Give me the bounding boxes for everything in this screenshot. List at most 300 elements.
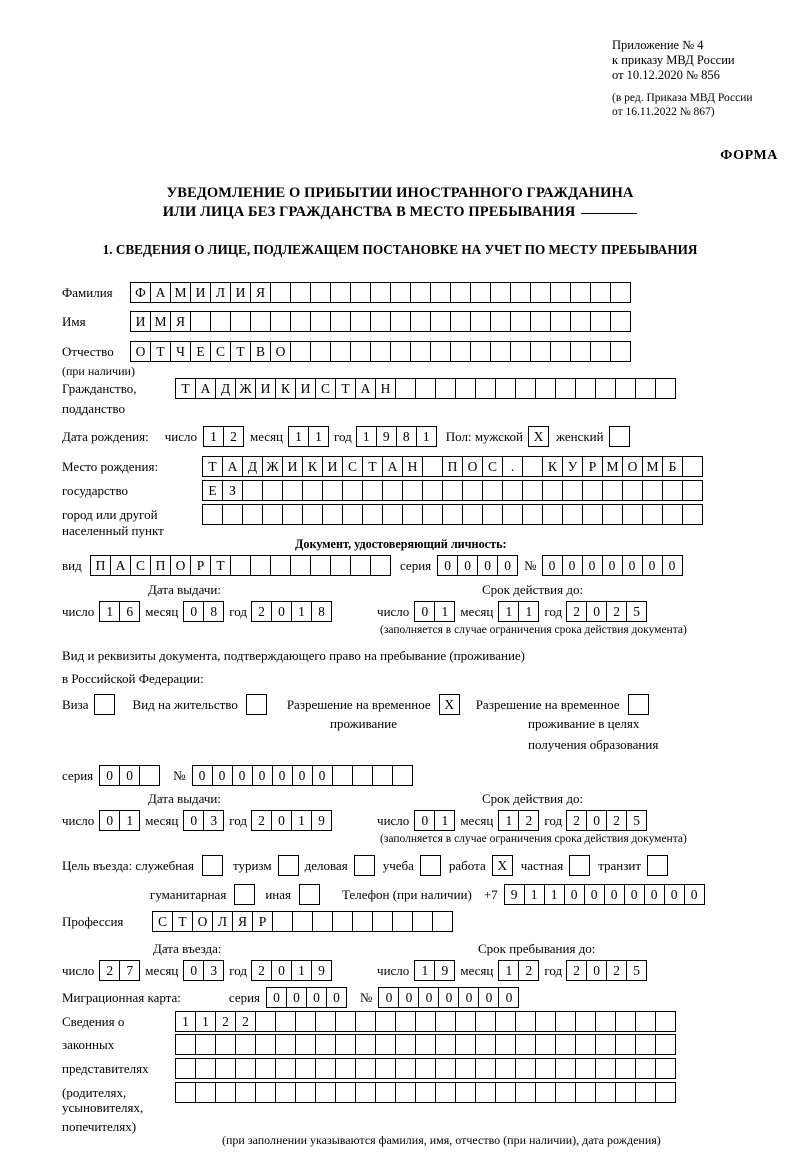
form-cell[interactable]: И: [295, 378, 316, 399]
form-cell[interactable]: 5: [626, 810, 647, 831]
form-cell[interactable]: [455, 1082, 476, 1103]
form-cell[interactable]: [355, 1082, 376, 1103]
form-cell[interactable]: 1: [544, 884, 565, 905]
sex-female-checkbox[interactable]: [609, 426, 630, 447]
form-cell[interactable]: [139, 765, 160, 786]
form-cell[interactable]: [475, 1034, 496, 1055]
form-cell[interactable]: 0: [458, 987, 479, 1008]
form-cell[interactable]: 1: [175, 1011, 196, 1032]
doc-issue-year-input[interactable]: [251, 601, 331, 622]
form-cell[interactable]: [562, 480, 583, 501]
form-cell[interactable]: [470, 311, 491, 332]
form-cell[interactable]: 0: [232, 765, 253, 786]
form-cell[interactable]: [535, 1034, 556, 1055]
form-cell[interactable]: С: [315, 378, 336, 399]
permit-series-input[interactable]: [99, 765, 159, 786]
form-cell[interactable]: [375, 1082, 396, 1103]
form-cell[interactable]: 9: [434, 960, 455, 981]
residence-permit-checkbox[interactable]: [246, 694, 267, 715]
form-cell[interactable]: [595, 1034, 616, 1055]
form-cell[interactable]: 9: [311, 810, 332, 831]
form-cell[interactable]: Ж: [262, 456, 283, 477]
form-cell[interactable]: [330, 311, 351, 332]
form-cell[interactable]: [555, 1058, 576, 1079]
stay-year-input[interactable]: [566, 960, 646, 981]
form-cell[interactable]: 0: [192, 765, 213, 786]
form-cell[interactable]: [210, 311, 231, 332]
form-cell[interactable]: Т: [172, 911, 193, 932]
form-cell[interactable]: 1: [291, 960, 312, 981]
form-cell[interactable]: [535, 378, 556, 399]
form-cell[interactable]: [615, 1082, 636, 1103]
form-cell[interactable]: М: [602, 456, 623, 477]
form-cell[interactable]: [662, 480, 683, 501]
form-cell[interactable]: [655, 378, 676, 399]
form-cell[interactable]: Л: [210, 282, 231, 303]
form-cell[interactable]: [272, 911, 293, 932]
form-cell[interactable]: Ж: [235, 378, 256, 399]
form-cell[interactable]: [555, 1011, 576, 1032]
form-cell[interactable]: [255, 1011, 276, 1032]
form-cell[interactable]: [522, 456, 543, 477]
form-cell[interactable]: М: [170, 282, 191, 303]
doc-number-input[interactable]: [542, 555, 682, 576]
form-cell[interactable]: 0: [292, 765, 313, 786]
form-cell[interactable]: 9: [376, 426, 397, 447]
form-cell[interactable]: Т: [230, 341, 251, 362]
form-cell[interactable]: [372, 765, 393, 786]
form-cell[interactable]: С: [482, 456, 503, 477]
form-cell[interactable]: [615, 378, 636, 399]
form-cell[interactable]: [422, 504, 443, 525]
form-cell[interactable]: А: [110, 555, 131, 576]
form-cell[interactable]: Е: [190, 341, 211, 362]
form-cell[interactable]: .: [502, 456, 523, 477]
form-cell[interactable]: [402, 504, 423, 525]
form-cell[interactable]: [415, 1058, 436, 1079]
form-cell[interactable]: [595, 1011, 616, 1032]
form-cell[interactable]: [515, 1011, 536, 1032]
form-cell[interactable]: Е: [202, 480, 223, 501]
form-cell[interactable]: [370, 311, 391, 332]
form-cell[interactable]: [335, 1034, 356, 1055]
form-cell[interactable]: [430, 341, 451, 362]
form-cell[interactable]: [475, 1082, 496, 1103]
form-cell[interactable]: Я: [250, 282, 271, 303]
form-cell[interactable]: 0: [642, 555, 663, 576]
permit-issue-month-input[interactable]: [183, 810, 223, 831]
form-cell[interactable]: 0: [326, 987, 347, 1008]
form-cell[interactable]: 0: [99, 810, 120, 831]
stay-month-input[interactable]: [498, 960, 538, 981]
form-cell[interactable]: Т: [202, 456, 223, 477]
form-cell[interactable]: 1: [119, 810, 140, 831]
form-cell[interactable]: [330, 341, 351, 362]
form-cell[interactable]: [515, 1082, 536, 1103]
doc-issue-month-input[interactable]: [183, 601, 223, 622]
form-cell[interactable]: [392, 765, 413, 786]
form-cell[interactable]: 3: [203, 810, 224, 831]
edu-residence-checkbox[interactable]: [628, 694, 649, 715]
form-cell[interactable]: [450, 341, 471, 362]
form-cell[interactable]: [450, 311, 471, 332]
form-cell[interactable]: 0: [586, 810, 607, 831]
form-cell[interactable]: 1: [195, 1011, 216, 1032]
form-cell[interactable]: [502, 480, 523, 501]
form-cell[interactable]: [312, 911, 333, 932]
form-cell[interactable]: [422, 480, 443, 501]
form-cell[interactable]: А: [355, 378, 376, 399]
form-cell[interactable]: [655, 1034, 676, 1055]
form-cell[interactable]: [335, 1082, 356, 1103]
form-cell[interactable]: П: [90, 555, 111, 576]
form-cell[interactable]: 2: [235, 1011, 256, 1032]
form-cell[interactable]: А: [195, 378, 216, 399]
form-cell[interactable]: 0: [584, 884, 605, 905]
form-cell[interactable]: [475, 378, 496, 399]
legal-rep-input-line-3[interactable]: [175, 1058, 675, 1079]
form-cell[interactable]: М: [150, 311, 171, 332]
form-cell[interactable]: 0: [312, 765, 333, 786]
form-cell[interactable]: 1: [498, 960, 519, 981]
form-cell[interactable]: 2: [215, 1011, 236, 1032]
purpose-humanitarian-checkbox[interactable]: [234, 884, 255, 905]
form-cell[interactable]: 0: [252, 765, 273, 786]
form-cell[interactable]: [410, 341, 431, 362]
form-cell[interactable]: 0: [271, 810, 292, 831]
form-cell[interactable]: [202, 504, 223, 525]
form-cell[interactable]: [495, 1034, 516, 1055]
form-cell[interactable]: [582, 504, 603, 525]
form-cell[interactable]: 0: [478, 987, 499, 1008]
form-cell[interactable]: [175, 1082, 196, 1103]
form-cell[interactable]: [455, 1011, 476, 1032]
form-cell[interactable]: 2: [518, 960, 539, 981]
form-cell[interactable]: М: [642, 456, 663, 477]
form-cell[interactable]: А: [222, 456, 243, 477]
doc-valid-year-input[interactable]: [566, 601, 646, 622]
form-cell[interactable]: [270, 282, 291, 303]
form-cell[interactable]: [230, 311, 251, 332]
form-cell[interactable]: [275, 1082, 296, 1103]
migration-number-input[interactable]: [378, 987, 518, 1008]
form-cell[interactable]: О: [130, 341, 151, 362]
form-cell[interactable]: [470, 282, 491, 303]
form-cell[interactable]: [370, 282, 391, 303]
form-cell[interactable]: 1: [291, 810, 312, 831]
form-cell[interactable]: 1: [203, 426, 224, 447]
form-cell[interactable]: [475, 1058, 496, 1079]
form-cell[interactable]: 0: [271, 601, 292, 622]
form-cell[interactable]: [490, 311, 511, 332]
form-cell[interactable]: 1: [291, 601, 312, 622]
form-cell[interactable]: [482, 480, 503, 501]
phone-input[interactable]: [504, 884, 704, 905]
form-cell[interactable]: Т: [150, 341, 171, 362]
form-cell[interactable]: 2: [223, 426, 244, 447]
form-cell[interactable]: [570, 341, 591, 362]
form-cell[interactable]: Д: [242, 456, 263, 477]
form-cell[interactable]: [342, 504, 363, 525]
form-cell[interactable]: [602, 504, 623, 525]
form-cell[interactable]: [555, 1034, 576, 1055]
form-cell[interactable]: [215, 1058, 236, 1079]
form-cell[interactable]: [435, 1034, 456, 1055]
form-cell[interactable]: [622, 480, 643, 501]
form-cell[interactable]: С: [342, 456, 363, 477]
form-cell[interactable]: 0: [586, 960, 607, 981]
form-cell[interactable]: Я: [232, 911, 253, 932]
form-cell[interactable]: [370, 555, 391, 576]
form-cell[interactable]: [350, 282, 371, 303]
form-cell[interactable]: З: [222, 480, 243, 501]
birth-month-input[interactable]: [288, 426, 328, 447]
form-cell[interactable]: [302, 480, 323, 501]
form-cell[interactable]: [642, 480, 663, 501]
form-cell[interactable]: [522, 504, 543, 525]
form-cell[interactable]: [235, 1058, 256, 1079]
form-cell[interactable]: [395, 378, 416, 399]
form-cell[interactable]: 9: [311, 960, 332, 981]
form-cell[interactable]: И: [130, 311, 151, 332]
form-cell[interactable]: [555, 1082, 576, 1103]
form-cell[interactable]: 0: [306, 987, 327, 1008]
form-cell[interactable]: [522, 480, 543, 501]
form-cell[interactable]: [290, 311, 311, 332]
form-cell[interactable]: Я: [170, 311, 191, 332]
form-cell[interactable]: 2: [606, 601, 627, 622]
form-cell[interactable]: 2: [566, 601, 587, 622]
form-cell[interactable]: [375, 1058, 396, 1079]
form-cell[interactable]: И: [190, 282, 211, 303]
purpose-other-checkbox[interactable]: [299, 884, 320, 905]
form-cell[interactable]: 0: [662, 555, 683, 576]
form-cell[interactable]: [310, 282, 331, 303]
form-cell[interactable]: [310, 311, 331, 332]
form-cell[interactable]: 1: [308, 426, 329, 447]
form-cell[interactable]: [535, 1082, 556, 1103]
form-cell[interactable]: [575, 1034, 596, 1055]
form-cell[interactable]: 0: [398, 987, 419, 1008]
form-cell[interactable]: [682, 480, 703, 501]
form-cell[interactable]: [295, 1082, 316, 1103]
entry-month-input[interactable]: [183, 960, 223, 981]
form-cell[interactable]: [402, 480, 423, 501]
form-cell[interactable]: 0: [183, 601, 204, 622]
form-cell[interactable]: 8: [396, 426, 417, 447]
doc-kind-input[interactable]: [90, 555, 390, 576]
birth-day-input[interactable]: [203, 426, 243, 447]
form-cell[interactable]: 0: [266, 987, 287, 1008]
form-cell[interactable]: [595, 1082, 616, 1103]
form-cell[interactable]: 2: [606, 960, 627, 981]
form-cell[interactable]: Ф: [130, 282, 151, 303]
form-cell[interactable]: [310, 555, 331, 576]
form-cell[interactable]: И: [282, 456, 303, 477]
form-cell[interactable]: [322, 504, 343, 525]
form-cell[interactable]: 0: [602, 555, 623, 576]
form-cell[interactable]: [335, 1011, 356, 1032]
entry-day-input[interactable]: [99, 960, 139, 981]
form-cell[interactable]: [275, 1034, 296, 1055]
birthplace-input-line-3[interactable]: [202, 504, 702, 525]
form-cell[interactable]: [262, 480, 283, 501]
form-cell[interactable]: [662, 504, 683, 525]
form-cell[interactable]: [315, 1082, 336, 1103]
purpose-tourism-checkbox[interactable]: [278, 855, 299, 876]
form-cell[interactable]: [275, 1058, 296, 1079]
permit-valid-year-input[interactable]: [566, 810, 646, 831]
form-cell[interactable]: [575, 378, 596, 399]
form-cell[interactable]: [355, 1058, 376, 1079]
legal-rep-input-line-4[interactable]: [175, 1082, 675, 1103]
form-cell[interactable]: [415, 1034, 436, 1055]
form-cell[interactable]: [195, 1058, 216, 1079]
form-cell[interactable]: 0: [477, 555, 498, 576]
form-cell[interactable]: [190, 311, 211, 332]
form-cell[interactable]: 0: [564, 884, 585, 905]
form-cell[interactable]: Т: [362, 456, 383, 477]
form-cell[interactable]: [590, 282, 611, 303]
form-cell[interactable]: [610, 282, 631, 303]
form-cell[interactable]: [255, 1034, 276, 1055]
form-cell[interactable]: [635, 1011, 656, 1032]
form-cell[interactable]: [610, 341, 631, 362]
form-cell[interactable]: 1: [434, 601, 455, 622]
form-cell[interactable]: [395, 1082, 416, 1103]
form-cell[interactable]: [595, 1058, 616, 1079]
form-cell[interactable]: [295, 1011, 316, 1032]
form-cell[interactable]: П: [442, 456, 463, 477]
form-cell[interactable]: К: [542, 456, 563, 477]
form-cell[interactable]: 2: [566, 960, 587, 981]
form-cell[interactable]: [602, 480, 623, 501]
form-cell[interactable]: С: [130, 555, 151, 576]
form-cell[interactable]: [482, 504, 503, 525]
form-cell[interactable]: Д: [215, 378, 236, 399]
form-cell[interactable]: [282, 504, 303, 525]
form-cell[interactable]: [530, 341, 551, 362]
stay-day-input[interactable]: [414, 960, 454, 981]
form-cell[interactable]: 8: [203, 601, 224, 622]
form-cell[interactable]: К: [302, 456, 323, 477]
form-cell[interactable]: [412, 911, 433, 932]
form-cell[interactable]: [550, 282, 571, 303]
form-cell[interactable]: [655, 1058, 676, 1079]
form-cell[interactable]: 0: [414, 810, 435, 831]
form-cell[interactable]: [590, 311, 611, 332]
form-cell[interactable]: 2: [566, 810, 587, 831]
form-cell[interactable]: 1: [288, 426, 309, 447]
form-cell[interactable]: [242, 480, 263, 501]
form-cell[interactable]: [595, 378, 616, 399]
form-cell[interactable]: Т: [210, 555, 231, 576]
form-cell[interactable]: [352, 911, 373, 932]
form-cell[interactable]: [175, 1034, 196, 1055]
form-cell[interactable]: [562, 504, 583, 525]
form-cell[interactable]: [372, 911, 393, 932]
form-cell[interactable]: [290, 555, 311, 576]
purpose-study-checkbox[interactable]: [420, 855, 441, 876]
form-cell[interactable]: [415, 378, 436, 399]
form-cell[interactable]: [550, 341, 571, 362]
form-cell[interactable]: [215, 1034, 236, 1055]
form-cell[interactable]: [422, 456, 443, 477]
form-cell[interactable]: [322, 480, 343, 501]
form-cell[interactable]: Л: [212, 911, 233, 932]
permit-issue-day-input[interactable]: [99, 810, 139, 831]
form-cell[interactable]: 0: [99, 765, 120, 786]
name-input[interactable]: [130, 311, 630, 332]
form-cell[interactable]: [250, 311, 271, 332]
permit-issue-year-input[interactable]: [251, 810, 331, 831]
sex-male-checkbox[interactable]: X: [528, 426, 549, 447]
form-cell[interactable]: [530, 311, 551, 332]
form-cell[interactable]: 1: [518, 601, 539, 622]
form-cell[interactable]: [615, 1034, 636, 1055]
surname-input[interactable]: [130, 282, 630, 303]
form-cell[interactable]: [370, 341, 391, 362]
form-cell[interactable]: [575, 1011, 596, 1032]
form-cell[interactable]: [450, 282, 471, 303]
form-cell[interactable]: 1: [416, 426, 437, 447]
form-cell[interactable]: [315, 1034, 336, 1055]
form-cell[interactable]: [615, 1011, 636, 1032]
citizenship-input[interactable]: [175, 378, 675, 399]
form-cell[interactable]: [330, 282, 351, 303]
permit-valid-day-input[interactable]: [414, 810, 454, 831]
form-cell[interactable]: [410, 282, 431, 303]
birth-year-input[interactable]: [356, 426, 436, 447]
form-cell[interactable]: [390, 311, 411, 332]
form-cell[interactable]: О: [270, 341, 291, 362]
form-cell[interactable]: [255, 1082, 276, 1103]
form-cell[interactable]: [175, 1058, 196, 1079]
form-cell[interactable]: С: [152, 911, 173, 932]
form-cell[interactable]: 0: [286, 987, 307, 1008]
form-cell[interactable]: 1: [498, 601, 519, 622]
form-cell[interactable]: [230, 555, 251, 576]
form-cell[interactable]: [362, 480, 383, 501]
form-cell[interactable]: [615, 1058, 636, 1079]
form-cell[interactable]: [635, 1082, 656, 1103]
form-cell[interactable]: 2: [606, 810, 627, 831]
form-cell[interactable]: [375, 1011, 396, 1032]
entry-year-input[interactable]: [251, 960, 331, 981]
purpose-work-checkbox[interactable]: X: [492, 855, 513, 876]
form-cell[interactable]: [495, 1058, 516, 1079]
form-cell[interactable]: 2: [251, 601, 272, 622]
form-cell[interactable]: [515, 1034, 536, 1055]
form-cell[interactable]: [435, 1082, 456, 1103]
temp-residence-checkbox[interactable]: X: [439, 694, 460, 715]
form-cell[interactable]: [395, 1011, 416, 1032]
form-cell[interactable]: [515, 1058, 536, 1079]
form-cell[interactable]: [395, 1034, 416, 1055]
purpose-private-checkbox[interactable]: [569, 855, 590, 876]
form-cell[interactable]: [655, 1082, 676, 1103]
form-cell[interactable]: [335, 1058, 356, 1079]
form-cell[interactable]: 0: [664, 884, 685, 905]
doc-issue-day-input[interactable]: [99, 601, 139, 622]
form-cell[interactable]: [455, 1058, 476, 1079]
form-cell[interactable]: 0: [684, 884, 705, 905]
form-cell[interactable]: [395, 1058, 416, 1079]
form-cell[interactable]: 0: [418, 987, 439, 1008]
doc-valid-month-input[interactable]: [498, 601, 538, 622]
form-cell[interactable]: [610, 311, 631, 332]
form-cell[interactable]: [430, 282, 451, 303]
